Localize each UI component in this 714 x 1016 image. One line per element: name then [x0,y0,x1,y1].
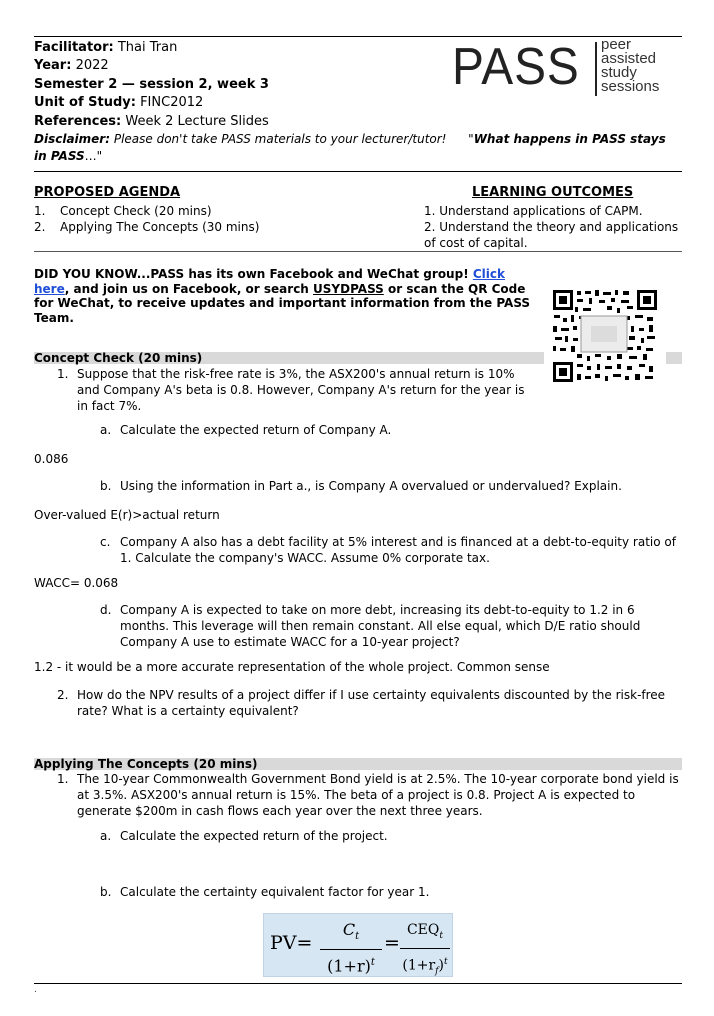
cc-qc-number: c. [100,535,111,549]
agenda-item [34,203,212,219]
eq-num2-sub: t [439,930,444,941]
ap-q1-text: The 10-year Commonwealth Government Bond yield is at 2.5%. The 10-year corporate bond yield is at 3.5%. ASX200's annual return is 15%. The beta of a project is 0.8. Project A is expected to generate $200m in cash flows each year over the next three years. [77,772,679,818]
outcome-item: 1. Understand applications of CAPM. [424,204,643,218]
cc-qa-number: a. [100,423,112,437]
eq-den2-sup: t [443,956,448,967]
facilitator-label: Facilitator: [34,40,114,55]
agenda-title: PROPOSED AGENDA [34,185,181,200]
cc-qa-answer: 0.086 [34,452,69,466]
facilitator-line [34,39,177,57]
references-value: Week 2 Lecture Slides [125,114,269,129]
concept-check-title: Concept Check (20 mins) [34,351,203,365]
disclaimer-label: Disclaimer: [34,132,111,146]
logo-line-study: study [601,64,637,81]
pass-logo-word: PASS [452,38,580,96]
year-line [34,57,109,75]
cc-qb-number: b. [100,479,112,493]
pass-logo-tagline [601,38,659,94]
ap-qb-number: b. [100,885,112,899]
unit-label: Unit of Study: [34,95,136,110]
eq-equals-1: = [296,932,313,954]
eq-lhs [270,932,312,954]
references-label: References: [34,114,122,129]
cc-qc-answer: WACC= 0.068 [34,576,119,590]
search-term: USYDPASS [313,281,384,296]
dyk-text3: or scan the QR Code for WeChat, to receive updates and important information from the PASS Team. [34,281,531,325]
ap-q1-number: 1. [57,772,69,786]
wechat-qr-code [551,288,659,384]
footer-rule [34,983,682,984]
ap-qb-text: Calculate the certainty equivalent factor for year 1. [120,885,430,899]
agenda-item-text: Applying The Concepts (30 mins) [60,220,260,234]
logo-line-peer: peer [601,36,632,53]
cc-q2-text: How do the NPV results of a project differ if I use certainty equivalents discounted by the risk-free rate? What is a certainty equivalent? [77,688,666,718]
agenda-rule [34,251,682,252]
references-line [34,113,269,131]
footer-mark: . [34,985,37,995]
did-you-know [34,267,539,325]
cc-qa-text: Calculate the expected return of Company A. [120,423,392,437]
eq-equals-2: = [384,932,400,954]
cc-qd-number: d. [100,603,112,617]
eq-fraction-1 [320,918,382,980]
quote-close: …" [84,149,103,163]
unit-value: FINC2012 [140,95,204,110]
cc-qd-text: Company A is expected to take on more debt, increasing its debt-to-equity to 1.2 in 6 months. This leverage will then remain constant. All else equal, which D/E ratio should Company A use to estimate WACC for a 10-year project? [120,603,641,649]
eq-num1: C [342,920,356,939]
agenda-item-num: 2. [34,220,46,234]
eq-den2-sub: f [435,966,439,977]
quote-text: What happens in PASS stays in PASS [34,132,666,163]
cc-qc-text: Company A also has a debt facility at 5% interest and is financed at a debt-to-equity ratio of 1. Calculate the company's WACC. Assume 0% corporate tax. [120,535,676,565]
top-rule [34,36,682,37]
eq-den2-close: ) [438,957,444,974]
cc-qb-text: Using the information in Part a., is Company A overvalued or undervalued? Explain. [120,479,622,493]
outcome-item: 2. Understand the theory and applications of cost of capital. [424,220,679,250]
quote-open: " [468,132,474,146]
cc-q1-number: 1. [57,367,69,381]
eq-den2: (1+r [402,957,436,974]
ap-qa-text: Calculate the expected return of the project. [120,829,388,843]
disclaimer-text: Please don't take PASS materials to your lecturer/tutor! [113,132,447,146]
cc-q1-text: Suppose that the risk-free rate is 3%, the ASX200's annual return is 10% and Company A's beta is 0.8. However, Company A's return for the year is in fact 7%. [77,367,525,413]
agenda-item-num: 1. [34,204,46,218]
semester-text: Semester 2 — session 2, week 3 [34,77,269,92]
header-rule [34,171,682,172]
applying-title: Applying The Concepts (20 mins) [34,757,258,771]
semester-line [34,76,269,94]
outcomes-title: LEARNING OUTCOMES [472,185,634,200]
eq-num2: CEQ [406,922,440,938]
disclaimer [34,131,674,165]
pass-logo [452,36,678,98]
dyk-text2: , and join us on Facebook, or search [64,281,309,296]
eq-den1-sup: t [370,957,375,969]
cc-qb-answer: Over-valued E(r)>actual return [34,508,220,522]
year-label: Year: [34,58,72,73]
facilitator-value: Thai Tran [117,40,178,55]
ap-qa-number: a. [100,829,112,843]
concept-check-bar-end [666,352,682,364]
dyk-text1: DID YOU KNOW...PASS has its own Facebook and WeChat group! [34,267,469,281]
pv-equation [263,913,453,977]
facebook-link[interactable]: Click here [34,267,505,296]
agenda-item [34,219,259,235]
eq-num1-sub: t [355,931,360,943]
eq-den1: (1+r) [327,956,371,976]
logo-line-assisted: assisted [601,50,657,67]
agenda-item-text: Concept Check (20 mins) [60,204,212,218]
eq-pv: PV [270,932,297,954]
eq-fraction-2 [400,918,450,984]
pass-logo-divider [595,42,597,96]
year-value: 2022 [75,58,109,73]
unit-line [34,94,203,112]
cc-qd-answer: 1.2 - it would be a more accurate representation of the whole project. Common sense [34,660,550,674]
cc-q2-number: 2. [57,688,69,702]
logo-line-sessions: sessions [601,78,660,95]
